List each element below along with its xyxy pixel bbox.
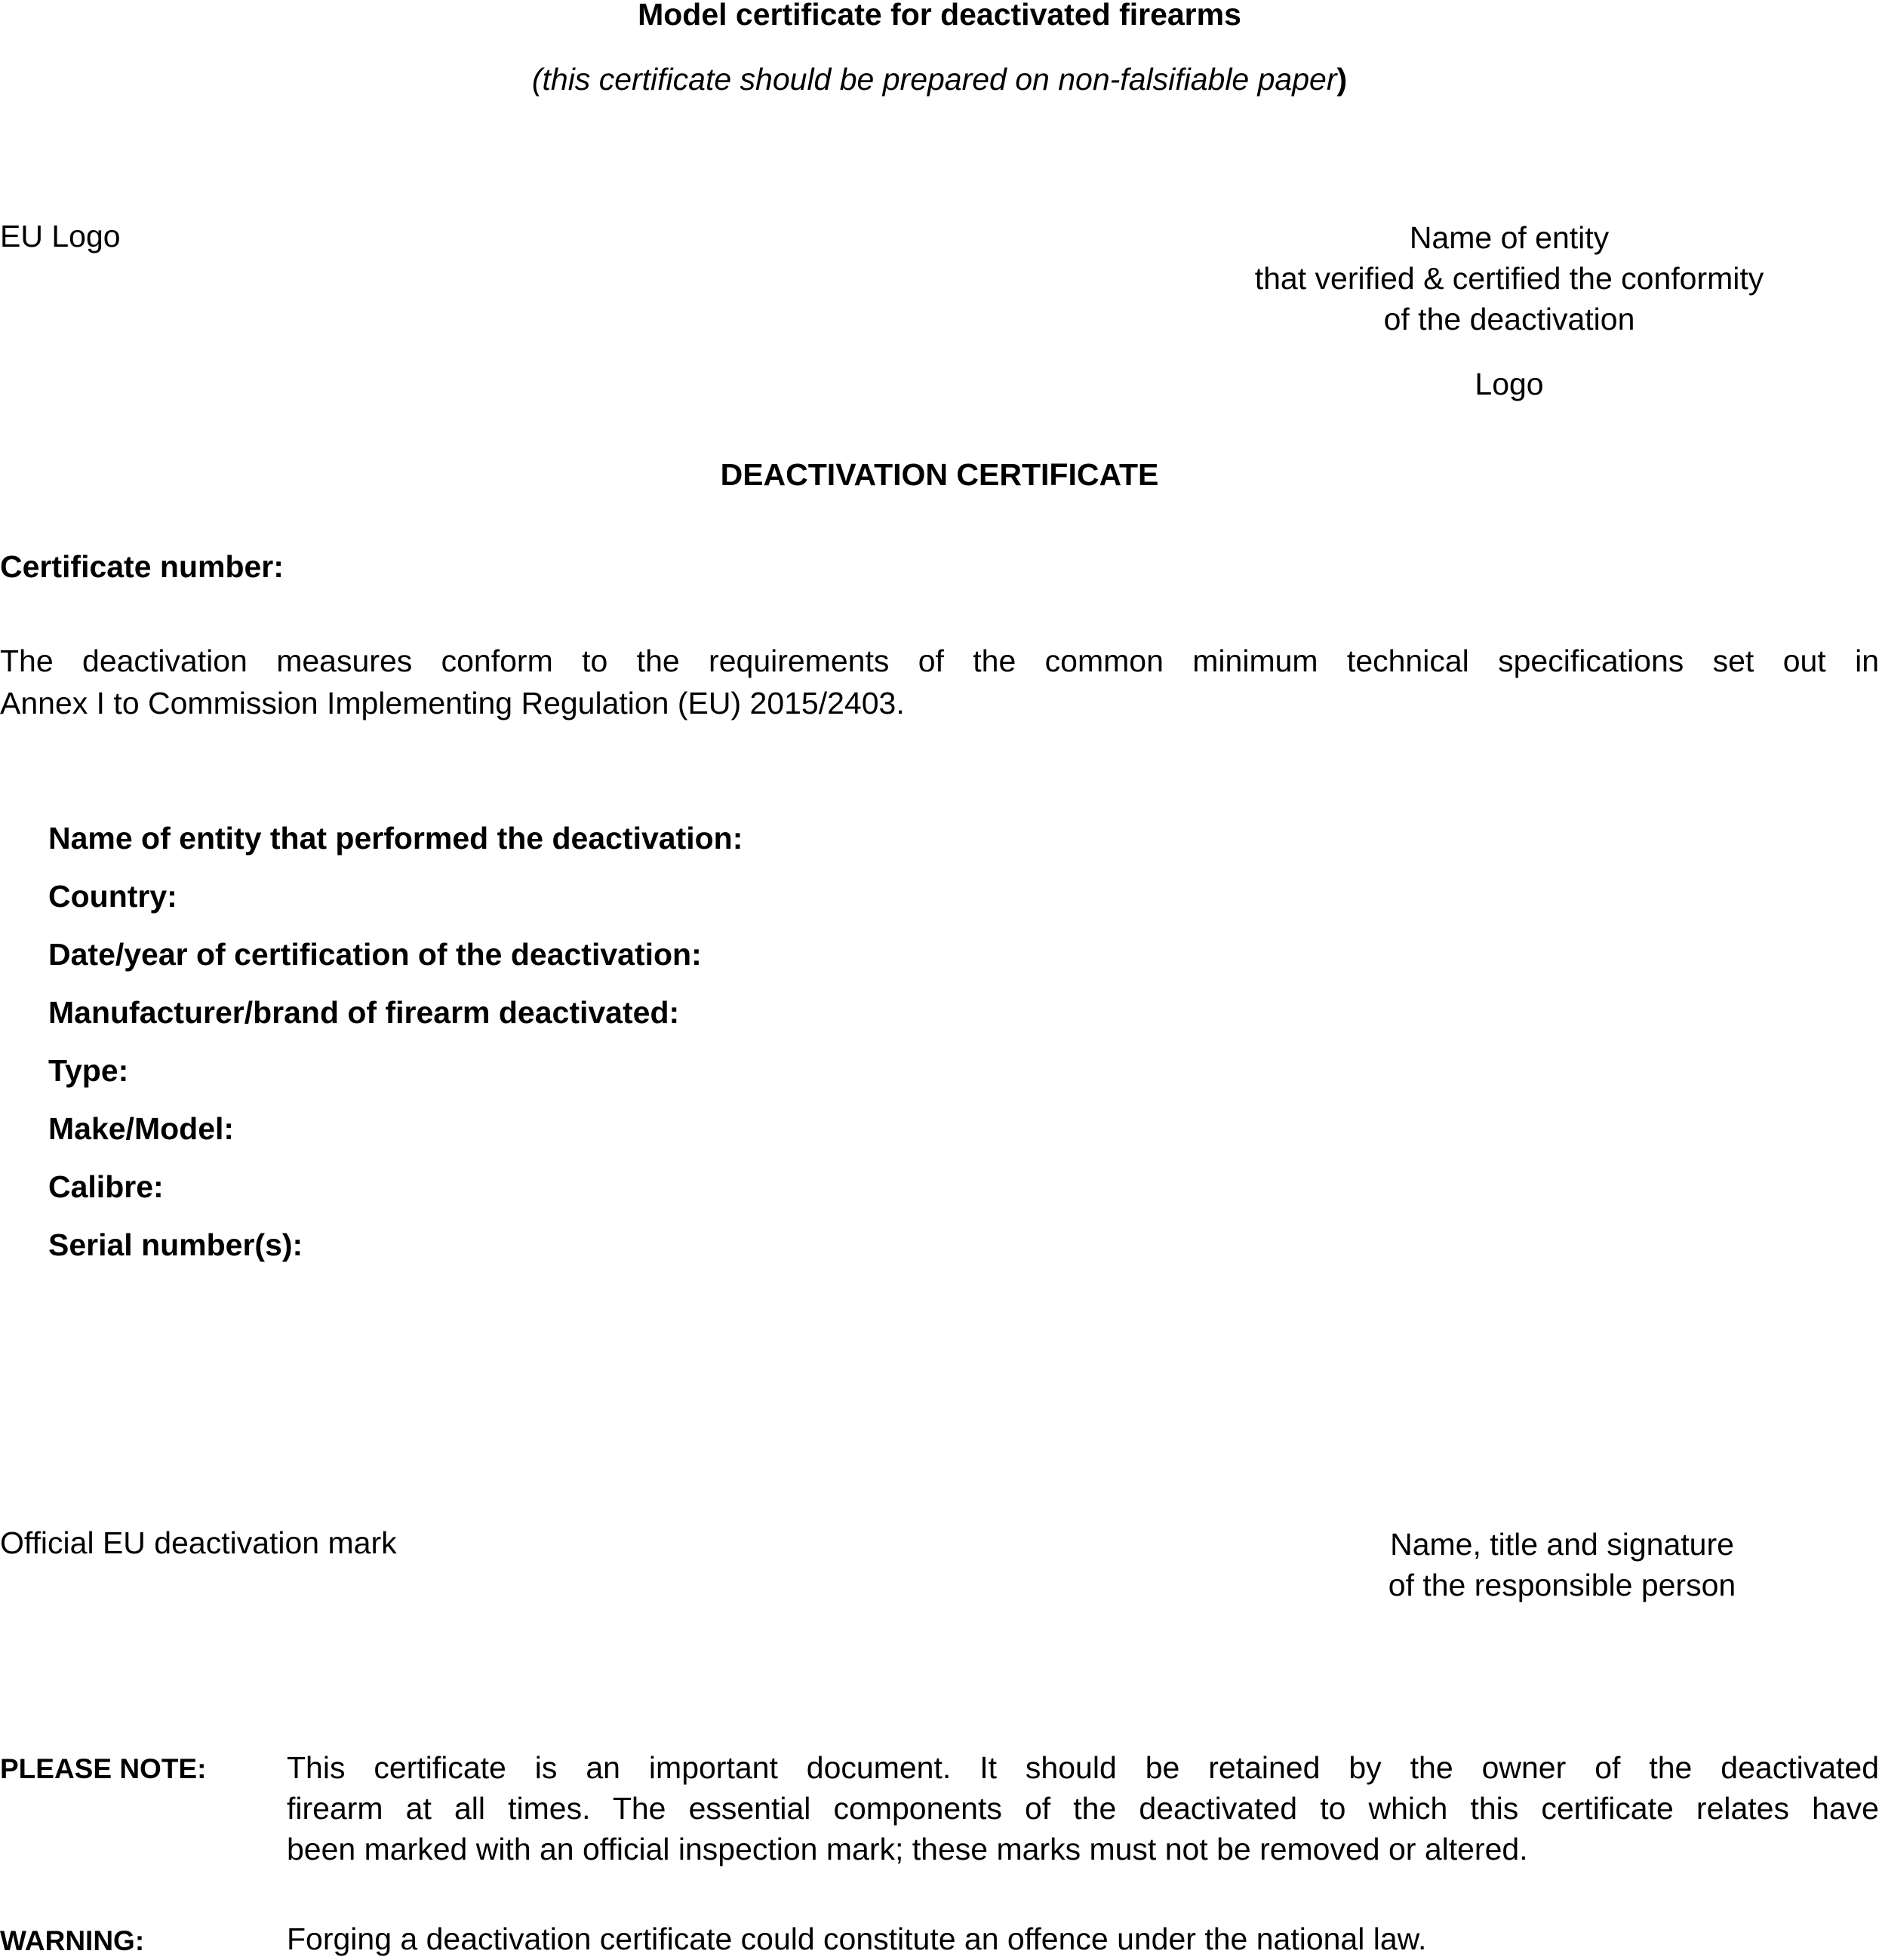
conformity-statement-line: The deactivation measures conform to the requirements of the common minimum technical specifications set out in bbox=[0, 644, 1879, 678]
entity-line: Name of entity bbox=[1409, 220, 1610, 255]
entity-line: that verified & certified the conformity bbox=[1254, 261, 1764, 296]
field-label-make-model: Make/Model: bbox=[48, 1111, 235, 1146]
field-label-manufacturer: Manufacturer/brand of firearm deactivated: bbox=[48, 995, 680, 1030]
conformity-statement-line: Annex I to Commission Implementing Regulation (EU) 2015/2403. bbox=[0, 686, 905, 720]
please-note-label: PLEASE NOTE: bbox=[0, 1753, 207, 1784]
field-label-serial-numbers: Serial number(s): bbox=[48, 1227, 303, 1262]
field-label-certification-date: Date/year of certification of the deactivation: bbox=[48, 937, 702, 972]
conformity-statement bbox=[0, 640, 1879, 724]
please-note-line: This certificate is an important document. It should be retained by the owner of the deactivated bbox=[287, 1750, 1879, 1785]
warning-label: WARNING: bbox=[0, 1925, 145, 1956]
subtitle-close-paren: ) bbox=[1336, 62, 1348, 97]
field-label-calibre: Calibre: bbox=[48, 1169, 164, 1204]
please-note-text bbox=[287, 1747, 1879, 1869]
warning-text: Forging a deactivation certificate could constitute an offence under the national law. bbox=[287, 1922, 1427, 1956]
certificate-number-label: Certificate number: bbox=[0, 549, 284, 584]
field-label-type: Type: bbox=[48, 1053, 129, 1088]
certificate-heading: DEACTIVATION CERTIFICATE bbox=[720, 457, 1159, 492]
eu-logo-placeholder: EU Logo bbox=[0, 219, 121, 253]
signature-line: Name, title and signature bbox=[1390, 1527, 1734, 1562]
subtitle-text: (this certificate should be prepared on non-falsifiable paper bbox=[531, 62, 1337, 97]
field-label-deactivating-entity: Name of entity that performed the deactivation: bbox=[48, 821, 743, 856]
entity-logo-placeholder: Logo bbox=[1475, 367, 1544, 401]
please-note-line: firearm at all times. The essential components of the deactivated to which this certificate relates have bbox=[287, 1791, 1879, 1826]
field-label-country: Country: bbox=[48, 879, 177, 914]
please-note-line: been marked with an official inspection mark; these marks must not be removed or altered. bbox=[287, 1832, 1528, 1866]
entity-line: of the deactivation bbox=[1383, 302, 1635, 336]
signature-block bbox=[1298, 1524, 1826, 1605]
deactivation-mark-label: Official EU deactivation mark bbox=[0, 1525, 397, 1560]
document-subtitle bbox=[0, 60, 1879, 98]
signature-line: of the responsible person bbox=[1388, 1568, 1736, 1602]
firearm-details-list bbox=[48, 819, 743, 1284]
document-title: Model certificate for deactivated firearms bbox=[638, 0, 1241, 32]
certifying-entity-name bbox=[1207, 217, 1811, 339]
